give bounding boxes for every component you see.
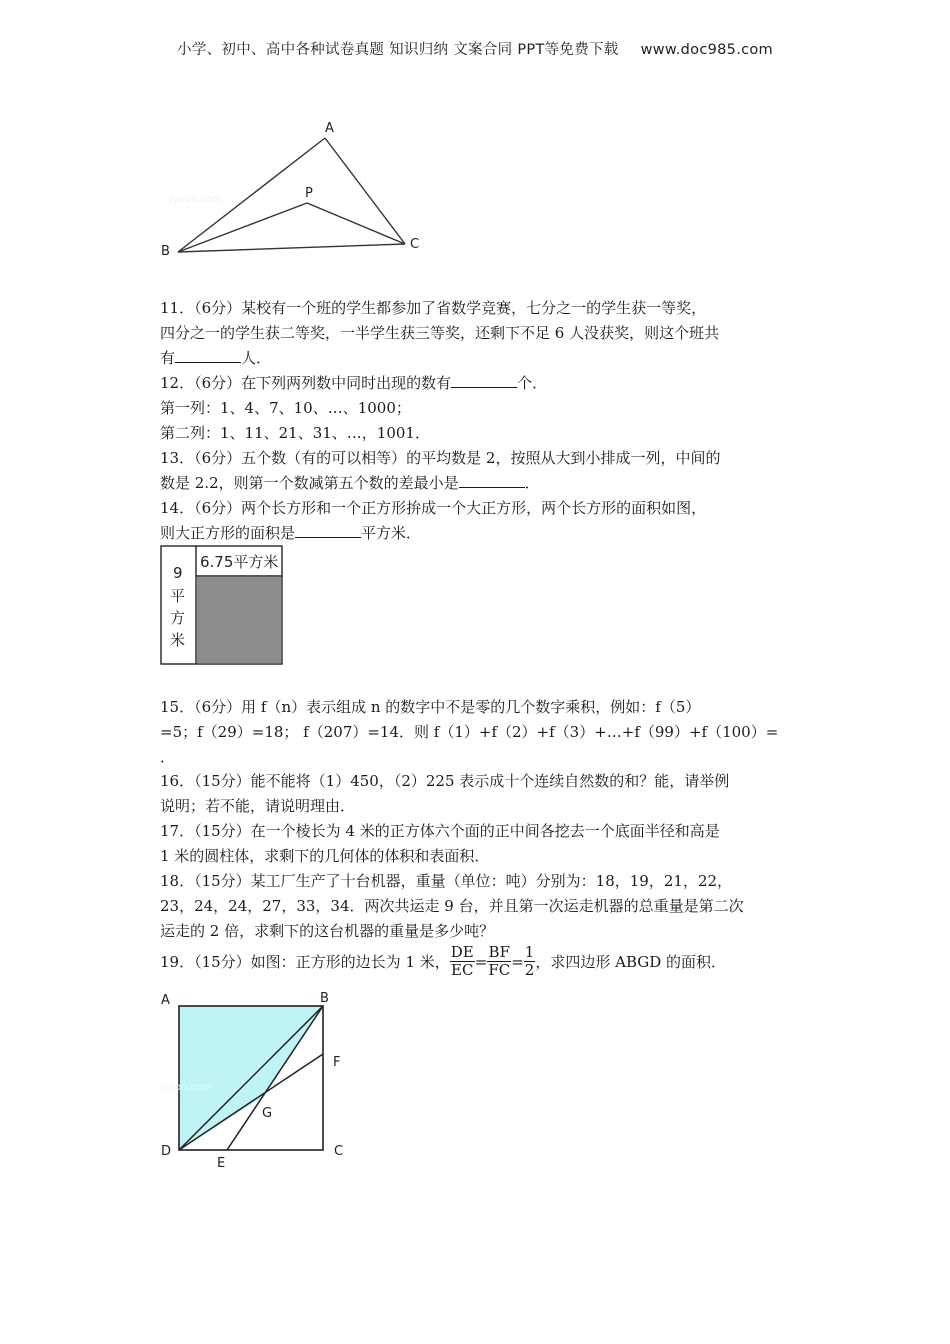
equals-sign: = [474, 952, 488, 971]
watermark: Jyeoo.com [170, 194, 222, 205]
q11-line3-post: 人． [241, 349, 272, 367]
page-header [0, 38, 950, 59]
q14-line2-post: 平方米． [361, 524, 422, 542]
answer-blank[interactable] [451, 373, 517, 388]
triangle-figure [150, 112, 440, 267]
equals-sign: = [511, 952, 524, 971]
q14-line1: 14．（6分）两个长方形和一个正方形拚成一个大正方形，两个长方形的面积如图， [160, 499, 707, 517]
q12-seq1: 第一列：1、4、7、10、…、1000； [160, 399, 411, 417]
label-b: B [161, 244, 170, 259]
header-text: 小学、初中、高中各种试卷真题 知识归纳 文案合同 PPT等免费下载 [177, 42, 619, 58]
q13-line2-pre: 数是 2.2，则第一个数减第五个数的差最小是 [160, 474, 459, 492]
q19-post: ，求四边形 ABGD 的面积． [535, 953, 727, 971]
fraction-one-half: $\frac{1}{2}$ [524, 943, 535, 979]
q18-line3: 运走的 2 倍，求剩下的这台机器的重量是多少吨？ [160, 922, 495, 940]
left-rect-label-2: 平 [170, 587, 186, 605]
q15-line2: =5；f（29）=18； f（207）=14．则 f（1）+f（2）+f（3）+…+f（99）+f（100）= [160, 723, 779, 741]
q11-line3-pre: 有 [160, 349, 176, 367]
label-c: C [334, 1144, 344, 1159]
q18-line1: 18．（15分）某工厂生产了十台机器，重量（单位：吨）分别为：18，19，21，22， [160, 872, 733, 890]
q13-line1: 13．（6分）五个数（有的可以相等）的平均数是 2，按照从大到小排成一列，中间的 [160, 449, 721, 467]
square-abcd-figure [150, 990, 360, 1175]
left-rect-label-4: 米 [170, 631, 186, 649]
label-p: P [305, 186, 313, 201]
label-f: F [333, 1055, 341, 1070]
q15-line3: ． [160, 748, 176, 766]
label-a: A [325, 121, 334, 136]
q13-line2 [160, 473, 540, 493]
q19-pre: 19．（15分）如图：正方形的边长为 1 米， [160, 953, 450, 971]
q14-line2 [160, 523, 421, 543]
q11-line3 [160, 348, 271, 368]
q12-post: 个． [517, 374, 548, 392]
shaded-square [197, 577, 281, 663]
q14-line2-pre: 则大正方形的面积是 [160, 524, 296, 542]
q15-line1: 15．（6分）用 f（n）表示组成 n 的数字中不是零的几个数字乘积，例如：f（5） [160, 698, 701, 716]
answer-blank[interactable] [175, 348, 241, 363]
q16-line2: 说明；若不能，请说明理由． [160, 797, 356, 815]
top-rect-label: 6.75平方米 [200, 553, 279, 571]
label-e: E [217, 1156, 226, 1171]
q17-line1: 17．（15分）在一个棱长为 4 米的正方体六个面的正中间各挖去一个底面半径和高是 [160, 822, 720, 840]
q16-line1: 16．（15分）能不能将（1）450，（2）225 表示成十个连续自然数的和？能，请举例 [160, 772, 730, 790]
label-c: C [410, 237, 420, 252]
q18-line2: 23，24，24，27，33，34．两次共运走 9 台，并且第一次运走机器的总重量是第二次 [160, 897, 744, 915]
q12-pre: 12．（6分）在下列两列数中同时出现的数有 [160, 374, 452, 392]
answer-blank[interactable] [459, 473, 525, 488]
q13-line2-post: ． [524, 474, 540, 492]
label-b: B [320, 991, 329, 1006]
q19-line [160, 944, 726, 979]
fraction-de-ec: $\frac{DE}{EC}$ [450, 943, 474, 979]
left-rect-label-3: 方 [170, 609, 186, 627]
label-d: D [161, 1144, 172, 1159]
watermark: Jyeoo.com [160, 1082, 212, 1093]
square-rectangles-figure [160, 545, 286, 667]
q11-line2: 四分之一的学生获二等奖，一半学生获三等奖，还剩下不足 6 人没获奖，则这个班共 [160, 324, 720, 342]
label-g: G [262, 1106, 273, 1121]
label-a: A [161, 993, 170, 1008]
fraction-bf-fc: $\frac{BF}{FC}$ [488, 943, 511, 979]
answer-blank[interactable] [295, 523, 361, 538]
q12-line1 [160, 373, 547, 393]
q11-line1: 11．（6分）某校有一个班的学生都参加了省数学竞赛，七分之一的学生获一等奖， [160, 299, 707, 317]
header-site: www.doc985.com [640, 42, 773, 58]
left-rect-label-1: 9 [173, 564, 183, 582]
q12-seq2: 第二列：1、11、21、31、…，1001． [160, 424, 430, 442]
q17-line2: 1 米的圆柱体，求剩下的几何体的体积和表面积． [160, 847, 490, 865]
